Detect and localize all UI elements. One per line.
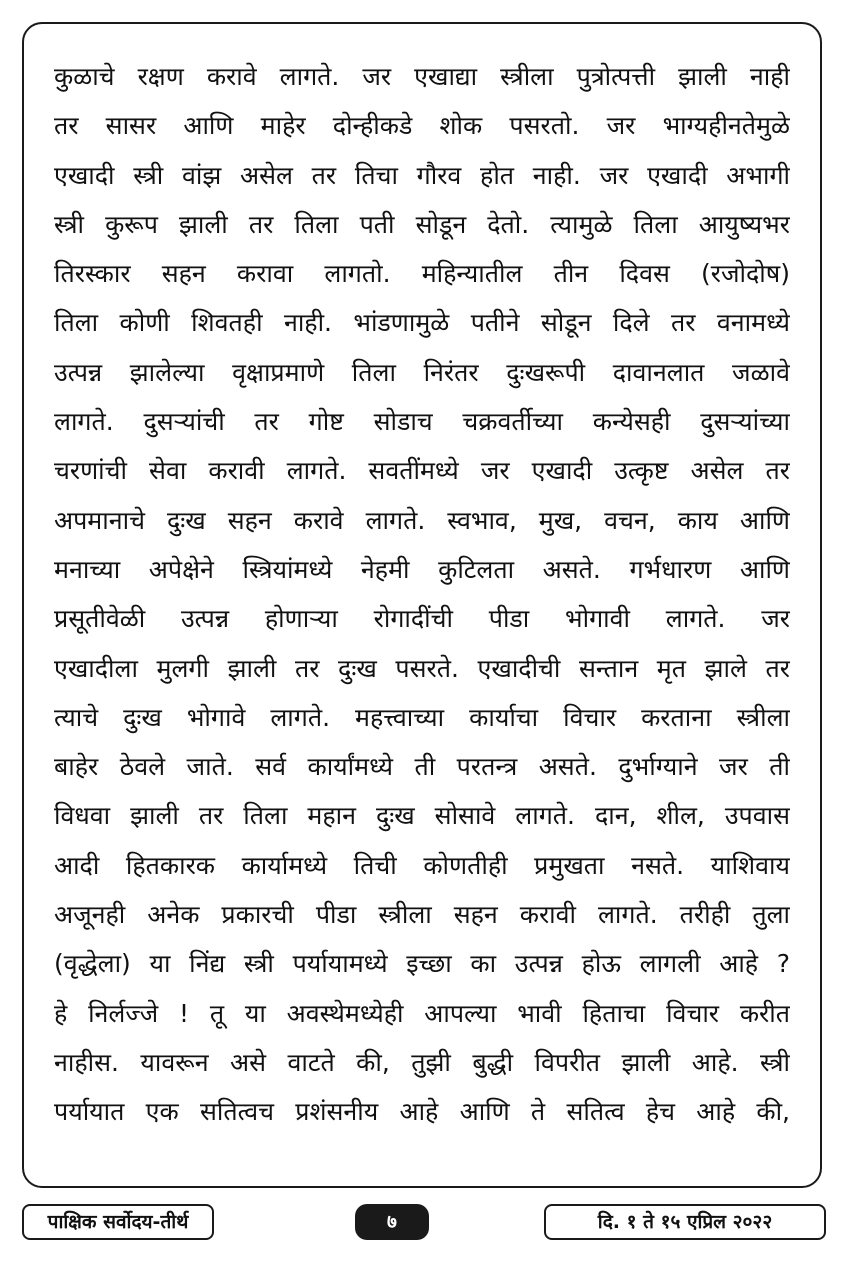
page-number-badge: ७ (355, 1204, 429, 1240)
text-line: मनाच्या अपेक्षेने स्त्रियांमध्ये नेहमी कुटिलता असते. गर्भधारण आणि (54, 554, 790, 584)
text-line: तिरस्कार सहन करावा लागतो. महिन्यातील तीन दिवस (रजोदोष) (54, 259, 790, 289)
text-line: तिला कोणी शिवतही नाही. भांडणामुळे पतीने सोडून दिले तर वनामध्ये (54, 308, 790, 338)
text-line: चरणांची सेवा करावी लागते. सवतींमध्ये जर एखादी उत्कृष्ट असेल तर (54, 456, 790, 486)
page-footer (0, 1200, 850, 1244)
text-line: अपमानाचे दुःख सहन करावे लागते. स्वभाव, मुख, वचन, काय आणि (54, 505, 790, 535)
issue-date: दि. १ ते १५ एप्रिल २०२२ (544, 1204, 826, 1240)
text-line: (वृद्धेला) या निंद्य स्त्री पर्यायामध्ये इच्छा का उत्पन्न होऊ लागली आहे ? (54, 949, 790, 979)
text-line: बाहेर ठेवले जाते. सर्व कार्यांमध्ये ती परतन्त्र असते. दुर्भाग्याने जर ती (54, 752, 790, 782)
publication-name: पाक्षिक सर्वोदय-तीर्थ (22, 1204, 214, 1240)
text-line: त्याचे दुःख भोगावे लागते. महत्त्वाच्या कार्याचा विचार करताना स्त्रीला (54, 702, 790, 732)
text-line: पर्यायात एक सतित्वच प्रशंसनीय आहे आणि ते सतित्व हेच आहे की, (54, 1097, 790, 1127)
text-line: तर सासर आणि माहेर दोन्हीकडे शोक पसरतो. जर भाग्यहीनतेमुळे (54, 111, 790, 141)
text-line: हे निर्लज्जे ! तू या अवस्थेमध्येही आपल्या भावी हिताचा विचार करीत (54, 998, 790, 1028)
text-line: आदी हितकारक कार्यामध्ये तिची कोणतीही प्रमुखता नसते. याशिवाय (54, 850, 790, 880)
page-frame (22, 22, 822, 1188)
text-line: अजूनही अनेक प्रकारची पीडा स्त्रीला सहन करावी लागते. तरीही तुला (54, 900, 790, 930)
text-line: प्रसूतीवेळी उत्पन्न होणाऱ्या रोगादींची पीडा भोगावी लागते. जर (54, 604, 790, 634)
text-line: एखादीला मुलगी झाली तर दुःख पसरते. एखादीची सन्तान मृत झाले तर (54, 653, 790, 683)
text-line: एखादी स्त्री वांझ असेल तर तिचा गौरव होत नाही. जर एखादी अभागी (54, 160, 790, 190)
text-line: स्त्री कुरूप झाली तर तिला पती सोडून देतो. त्यामुळे तिला आयुष्यभर (54, 209, 790, 239)
text-line: कुळाचे रक्षण करावे लागते. जर एखाद्या स्त्रीला पुत्रोत्पत्ती झाली नाही (54, 62, 790, 91)
text-line: नाहीस. यावरून असे वाटते की, तुझी बुद्धी विपरीत झाली आहे. स्त्री (54, 1047, 790, 1077)
text-line: लागते. दुसऱ्यांची तर गोष्ट सोडाच चक्रवर्तीच्या कन्येसही दुसऱ्यांच्या (54, 407, 790, 437)
body-text (54, 52, 790, 1137)
text-line: उत्पन्न झालेल्या वृक्षाप्रमाणे तिला निरंतर दुःखरूपी दावानलात जळावे (54, 357, 790, 387)
text-line: विधवा झाली तर तिला महान दुःख सोसावे लागते. दान, शील, उपवास (54, 801, 790, 831)
